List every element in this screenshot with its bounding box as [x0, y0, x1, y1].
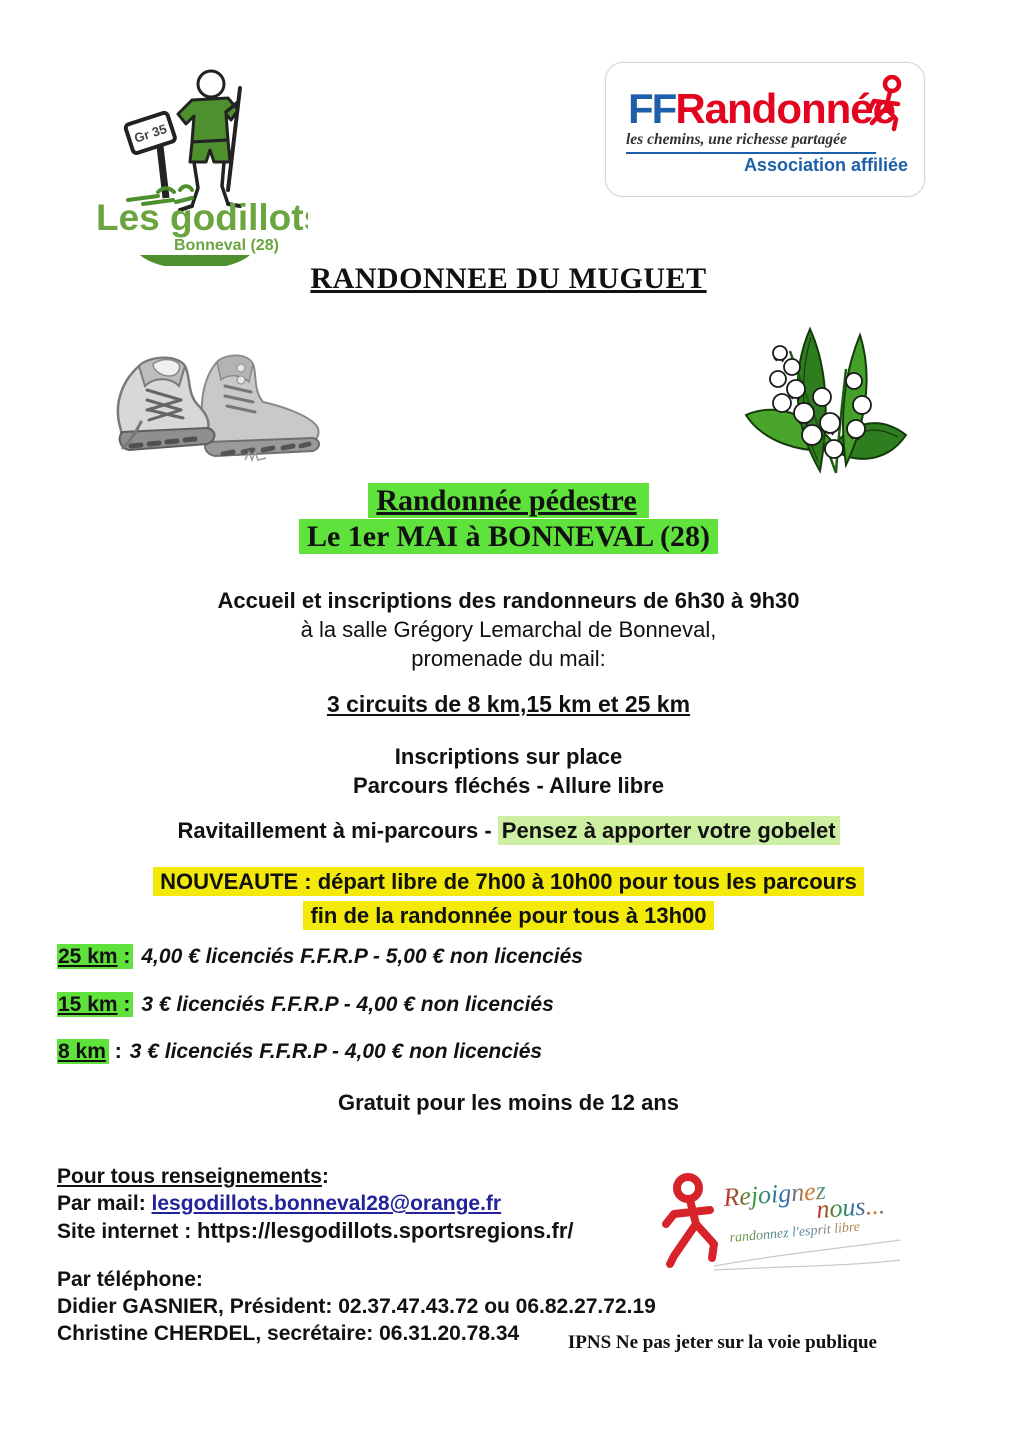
welcome-hours: Accueil et inscriptions des randonneurs de 6h30 à 9h30 — [217, 588, 800, 613]
free-children-line: Gratuit pour les moins de 12 ans — [337, 1090, 680, 1115]
rejoignez-tagline: randonnez l'esprit libre — [729, 1219, 861, 1246]
course-marking: Parcours fléchés - Allure libre — [353, 773, 664, 798]
welcome-venue: à la salle Grégory Lemarchal de Bonneval, — [300, 617, 717, 642]
email-link[interactable]: lesgodillots.bonneval28@orange.fr — [151, 1192, 502, 1215]
onsite-info — [0, 742, 1017, 800]
ffrandonnee-logo — [605, 62, 925, 197]
phone-president: Didier GASNIER, Président: 02.37.47.43.72 ou 06.82.27.72.19 — [57, 1295, 656, 1318]
walking-man-outline-icon — [666, 1177, 714, 1264]
hiking-boots-sketch — [95, 330, 340, 478]
circuits-line: 3 circuits de 8 km,15 km et 25 km — [326, 691, 691, 717]
hiker-illustration — [88, 58, 308, 266]
contact-mail-line: Par mail: lesgodillots.bonneval28@orange.fr — [57, 1192, 502, 1215]
welcome-venue2: promenade du mail: — [411, 646, 606, 671]
rejoignez-nous-logo — [652, 1166, 902, 1278]
nous-word: nous... — [815, 1190, 886, 1224]
ipns-notice: IPNS Ne pas jeter sur la voie publique — [567, 1332, 877, 1353]
contact-heading: Pour tous renseignements: — [57, 1165, 329, 1188]
onsite-registration: Inscriptions sur place — [394, 744, 623, 769]
phone-heading: Par téléphone: — [57, 1268, 203, 1291]
event-heading — [0, 483, 1017, 555]
website-url: https://lesgodillots.sportsregions.fr/ — [197, 1218, 574, 1243]
ff-tagline: les chemins, une richesse partagée — [626, 131, 876, 154]
phone-secretary: Christine CHERDEL, secrétaire: 06.31.20.78.34 — [57, 1322, 520, 1345]
godillots-logo — [88, 58, 308, 266]
ff-affiliation-label: Association affiliée — [743, 155, 908, 175]
rejoignez-word: Rejoignez — [722, 1175, 827, 1212]
phone-block — [57, 1266, 656, 1347]
club-location: Bonneval (28) — [174, 237, 279, 254]
novelty-line1: NOUVEAUTE : départ libre de 7h00 à 10h00 pour tous les parcours — [153, 867, 864, 896]
muguet-illustration — [738, 323, 918, 483]
novelty-block — [0, 865, 1017, 933]
ff-randonnee-word: Randonnée — [675, 85, 895, 132]
contact-site-line: Site internet : https://lesgodillots.sportsregions.fr/ — [57, 1218, 574, 1243]
novelty-line2: fin de la randonnée pour tous à 13h00 — [303, 901, 713, 930]
page-title: RANDONNEE DU MUGUET — [310, 262, 707, 295]
club-name: Les godillots — [96, 197, 308, 238]
contact-block — [57, 1163, 574, 1245]
event-type: Randonnée pédestre — [368, 483, 648, 518]
ff-letters: FF — [628, 85, 676, 132]
refreshment-text: Ravitaillement à mi-parcours - — [177, 818, 498, 843]
price-row-25km: 25 km : 4,00 € licenciés F.F.R.P - 5,00 € non licenciés — [58, 945, 583, 968]
trail-sign-label: Gr 35 — [132, 121, 169, 146]
event-date-place: Le 1er MAI à BONNEVAL (28) — [299, 519, 718, 554]
price-row-8km: 8 km : 3 € licenciés F.F.R.P - 4,00 € non licenciés — [58, 1040, 543, 1063]
walking-man-icon — [862, 75, 910, 138]
welcome-info — [0, 586, 1017, 673]
refreshment-line — [0, 818, 1017, 844]
price-row-15km: 15 km : 3 € licenciés F.F.R.P - 4,00 € non licenciés — [58, 993, 554, 1016]
cup-reminder: Pensez à apporter votre gobelet — [498, 816, 840, 845]
